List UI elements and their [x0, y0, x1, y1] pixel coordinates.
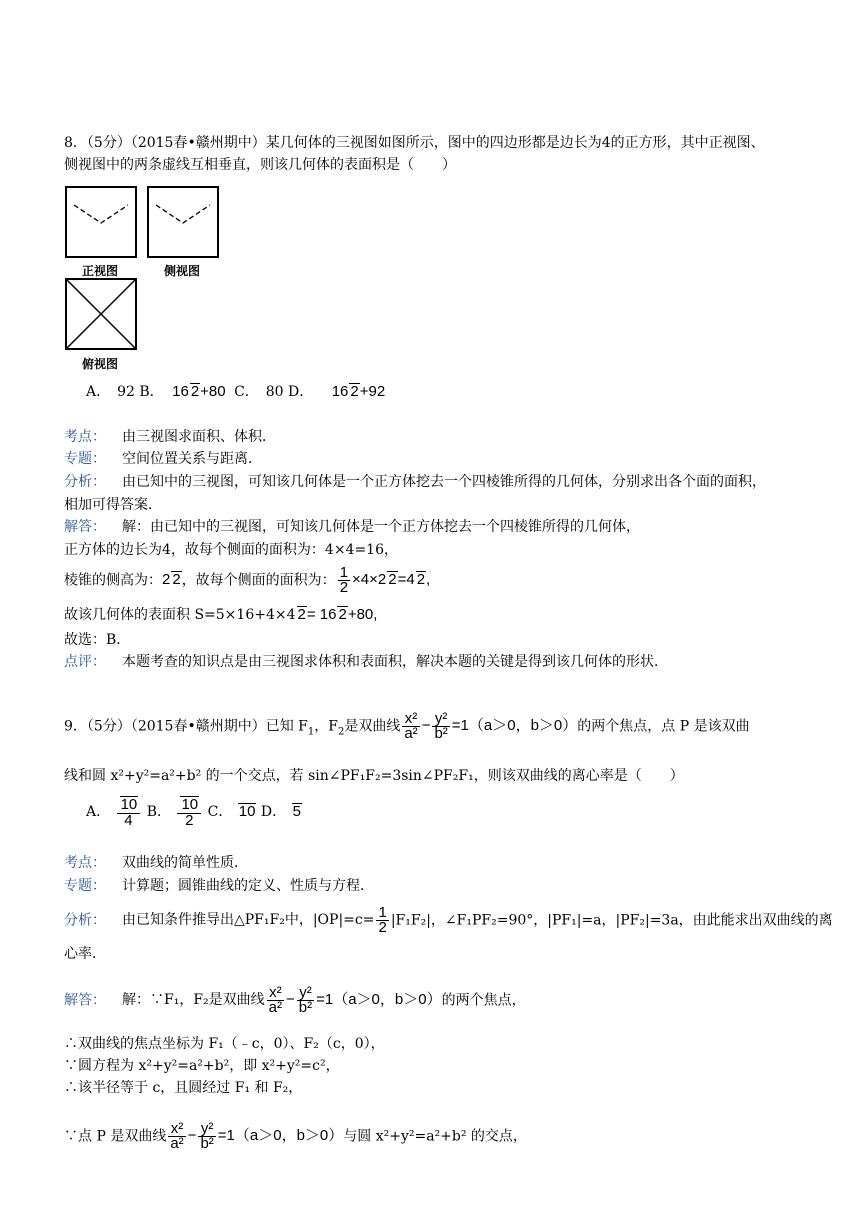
- q9-fenxi: 分析： 由已知条件推导出△PF₁F₂中，|OP|=c= $\frac{1}{2}$ |F₁F₂|，∠F₁PF₂=90°，|PF₁|=a，|PF₂|=3a，由此能求出双曲线的离: [64, 904, 833, 936]
- jieda-tag: 解答：: [64, 992, 106, 1009]
- side-view-label: 侧视图: [164, 264, 201, 278]
- front-view-label: 正视图: [82, 264, 119, 278]
- q9-fenxi-line2: 心率．: [64, 946, 106, 962]
- q9-jieda-line3: ∵圆方程为 x²+y²=a²+b²，即 x²+y²=c²，: [64, 1058, 340, 1074]
- q8-fenxi-line2: 相加可得答案．: [64, 497, 162, 513]
- q9-jieda1b: 的两个焦点，: [441, 992, 526, 1009]
- jieda-tag: 解答：: [64, 519, 106, 535]
- q8-jieda-line4: 故该几何体的表面积 S=5×16+4×4 2= 16 2+80,: [64, 606, 378, 623]
- q9-option-d: D．: [260, 803, 287, 820]
- q9-option-c: C．: [207, 803, 233, 820]
- q8-option-a: A． 92 B．: [86, 384, 164, 400]
- q9-stem1d: 的两个焦点，点 P 是该双曲: [577, 718, 750, 735]
- q9-jieda: 解答： 解：∵F₁，F₂是双曲线 $\frac{\text{x²}}{\text{a²}}$ − $\frac{\text{y²}}{\text{b²}}$ =1（a＞0，b＞0）的两个焦点，: [64, 984, 526, 1016]
- q9-stem1a: 9．（5分）（2015春•赣州期中）已知 F: [64, 718, 308, 735]
- q9-cond-2: （a＞0，b＞0）: [333, 991, 442, 1009]
- q8-options: [86, 382, 385, 402]
- q9-jieda5a: ∵点 P 是双曲线: [64, 1128, 167, 1145]
- q8-stem-line2: 侧视图中的两条虚线互相垂直，则该几何体的表面积是（ ）: [64, 157, 456, 173]
- fenxi-tag: 分析：: [64, 474, 106, 490]
- q8-kaodian-text: 由三视图求面积、体积．: [122, 429, 276, 445]
- q8-option-b-formula: 16 2+80: [172, 383, 226, 400]
- q9-stem1b: ，F: [314, 718, 338, 735]
- q9-options: A． $\frac{10}{4}$ B． $\frac{10}{2}$ C． 10 D． 5: [86, 796, 301, 829]
- q9-kaodian-text: 双曲线的简单性质．: [122, 855, 248, 871]
- q8-kaodian: [64, 427, 276, 447]
- q9-stem-line1: 9．（5分）（2015春•赣州期中）已知 $F_1$，$F_2$是双曲线 $\frac{\text{x²}}{\text{a²}}$ − $\frac{\text{y²}}{\text{b²}}$ =1（a＞0，b＞0）的两个焦点，点 P 是该双曲: [64, 710, 750, 742]
- q9-option-b: B．: [146, 803, 172, 820]
- q9-zhuanti-text: 计算题；圆锥曲线的定义、性质与方程．: [122, 878, 374, 894]
- zhuanti-tag: 专题：: [64, 878, 106, 894]
- q9-jieda5b: 与圆 x²+y²=a²+b² 的交点，: [343, 1128, 527, 1145]
- q8-dianping-text: 本题考查的知识点是由三视图求体积和表面积，解决本题的关键是得到该几何体的形状．: [122, 654, 668, 670]
- q9-jieda-line4: ∴该半径等于 c，且圆经过 F₁ 和 F₂，: [64, 1080, 303, 1096]
- q8-jieda: [64, 517, 640, 537]
- q9-jieda1a: 解：∵F₁，F₂是双曲线: [122, 992, 265, 1009]
- top-view-label: 俯视图: [82, 357, 119, 371]
- q9-cond: （a＞0，b＞0）: [468, 717, 578, 735]
- q8-fenxi-text1: 由已知中的三视图，可知该几何体是一个正方体挖去一个四棱锥所得的几何体，分别求出各个面的面积，: [122, 474, 766, 490]
- q9-zhuanti: [64, 876, 374, 896]
- q9-jieda-line2: ∴双曲线的焦点坐标为 F₁（﹣c，0）、F₂（c，0），: [64, 1036, 385, 1052]
- q8-option-d-formula: 16 2+92: [331, 383, 386, 400]
- q8-jieda-line2: 正方体的边长为4，故每个侧面的面积为：4×4=16，: [64, 542, 398, 558]
- q9-cond-3: （a＞0，b＞0）: [234, 1127, 344, 1145]
- q8-fenxi: [64, 472, 766, 492]
- zhuanti-tag: 专题：: [64, 451, 106, 467]
- q8-jieda-text1: 解：由已知中的三视图，可知该几何体是一个正方体挖去一个四棱锥所得的几何体，: [122, 519, 640, 535]
- q8-option-c: C． 80 D．: [234, 384, 314, 400]
- fenxi-tag: 分析：: [64, 912, 106, 929]
- q8-jieda3b: ，故每个侧面的面积为：: [181, 572, 336, 589]
- kaodian-tag: 考点：: [64, 429, 106, 445]
- q8-jieda-line5: 故选：B．: [64, 632, 131, 648]
- q9-fenxi1b: |F₁F₂|，∠F₁PF₂=90°，|PF₁|=a，|PF₂|=3a，由此能求出双曲线的离: [390, 912, 833, 929]
- q9-option-a: A．: [86, 803, 111, 820]
- q8-jieda-line3: 棱锥的侧高为：2 2，故每个侧面的面积为： $\frac{1}{2}$ ×4×2 2=4 2,: [64, 564, 431, 596]
- q9-fenxi1a: 由已知条件推导出△PF₁F₂中，|OP|=c=: [122, 912, 375, 929]
- q9-jieda-line5: ∵点 P 是双曲线 $\frac{\text{x²}}{\text{a²}}$ − $\frac{\text{y²}}{\text{b²}}$ =1（a＞0，b＞0）与圆 x²+y²=a²+b² 的交点，: [64, 1120, 527, 1152]
- dianping-tag: 点评：: [64, 654, 106, 670]
- q8-jieda3a: 棱锥的侧高为：: [64, 572, 162, 589]
- q9-kaodian: [64, 853, 248, 873]
- q8-zhuanti: [64, 449, 262, 469]
- q9-stem1c: 是双曲线: [344, 718, 401, 735]
- q8-dianping: [64, 652, 668, 672]
- q9-stem-line2: 线和圆 x²+y²=a²+b² 的一个交点，若 sin∠PF₁F₂=3sin∠PF₂F₁，则该双曲线的离心率是（ ）: [64, 768, 684, 784]
- q8-stem-line1: 8．（5分）（2015春•赣州期中）某几何体的三视图如图所示，图中的四边形都是边长为4的正方形，其中正视图、: [64, 135, 765, 151]
- kaodian-tag: 考点：: [64, 855, 106, 871]
- q8-zhuanti-text: 空间位置关系与距离．: [122, 451, 262, 467]
- q8-jieda4a: 故该几何体的表面积 S=5×16+4×4: [64, 607, 296, 623]
